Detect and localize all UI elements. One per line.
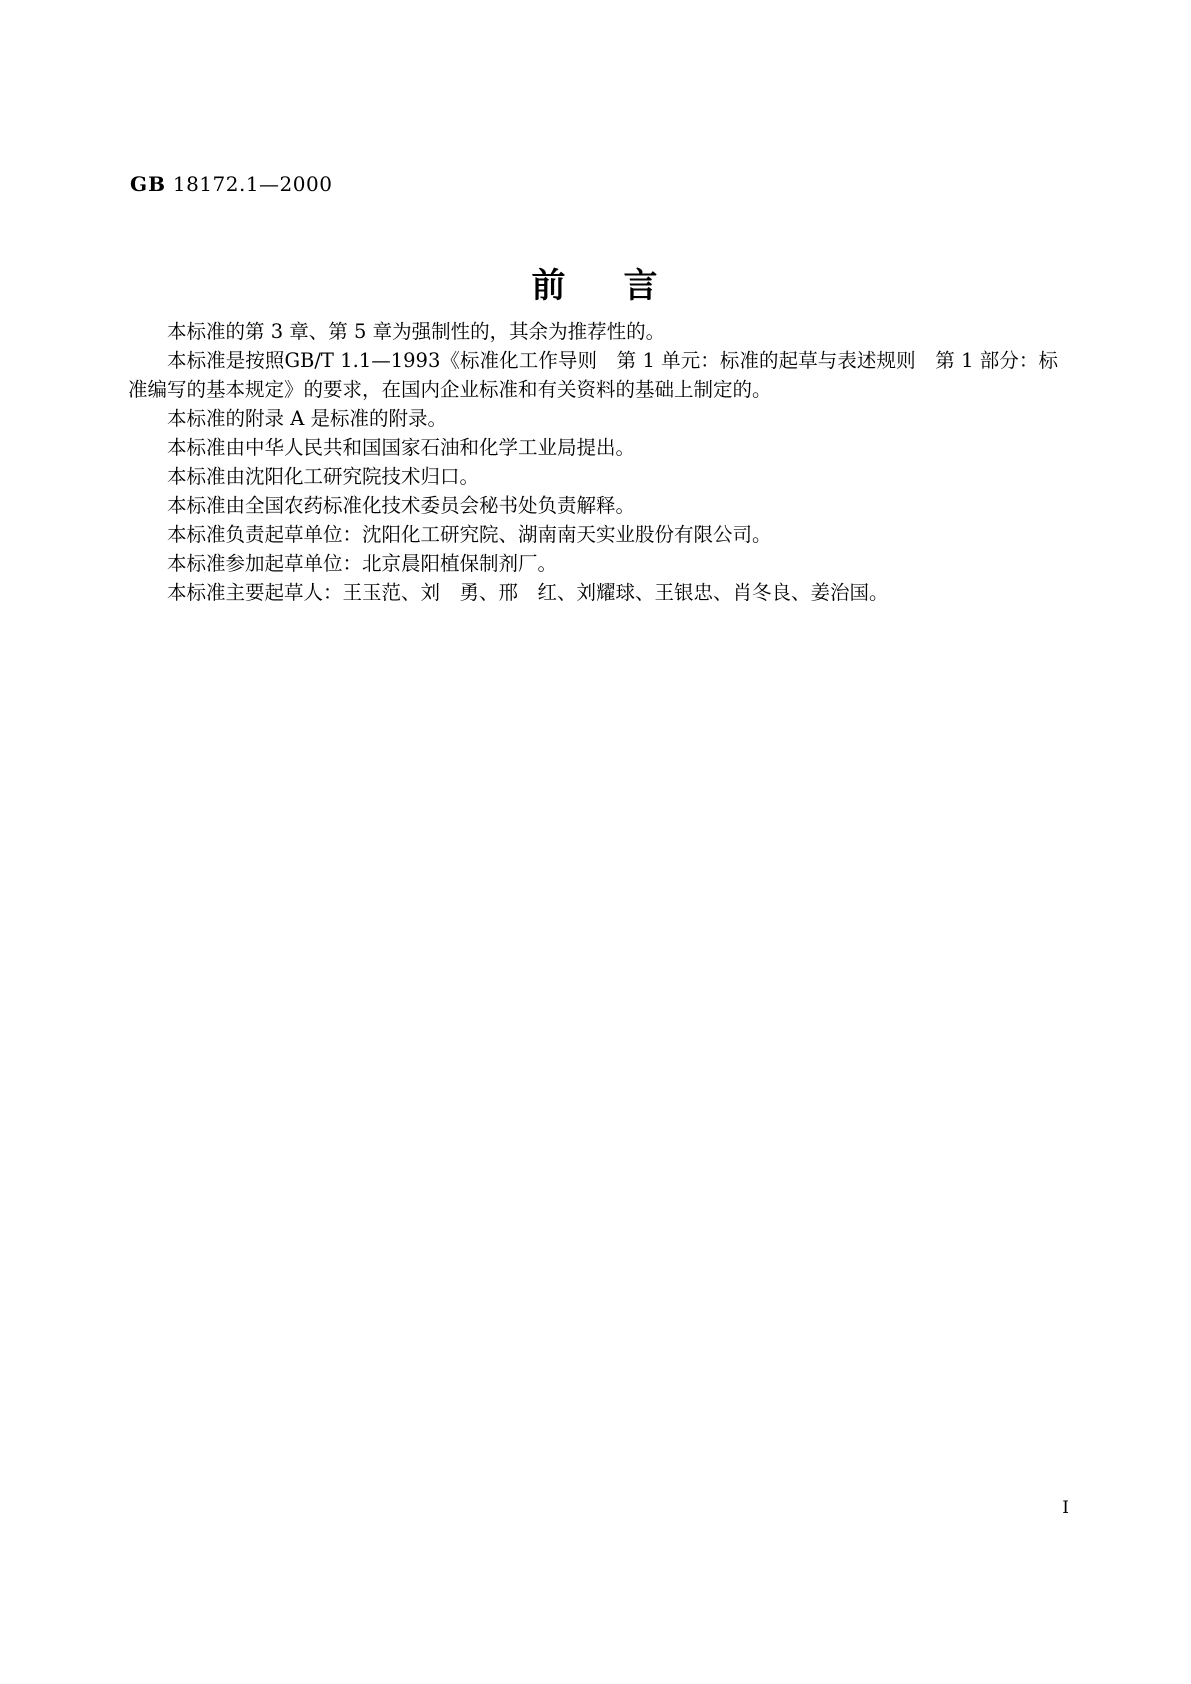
standard-code-prefix: GB [130, 172, 166, 196]
foreword-paragraph: 本标准由沈阳化工研究院技术归口。 [167, 464, 480, 488]
foreword-paragraph: 本标准参加起草单位：北京晨阳植保制剂厂。 [167, 551, 558, 575]
page-number: Ⅰ [1062, 1498, 1069, 1518]
standard-code-header [130, 172, 332, 196]
foreword-paragraph: 本标准由中华人民共和国国家石油和化学工业局提出。 [167, 435, 636, 459]
page-title [0, 258, 1191, 307]
foreword-paragraph: 本标准的第 3 章、第 5 章为强制性的，其余为推荐性的。 [167, 320, 666, 343]
page-title-char-1: 前 [531, 266, 568, 306]
foreword-paragraph: 本标准由全国农药标准化技术委员会秘书处负责解释。 [167, 493, 636, 517]
foreword-body [128, 318, 1058, 608]
foreword-paragraph: 本标准是按照GB/T 1.1—1993《标准化工作导则 第 1 单元：标准的起草与表述规则 第 1 部分：标准编写的基本规定》的要求，在国内企业标准和有关资料的基础上制定的。 [128, 349, 1058, 401]
standard-code-number: 18172.1—2000 [172, 172, 333, 196]
foreword-paragraph: 本标准的附录 A 是标准的附录。 [167, 406, 447, 430]
foreword-paragraph: 本标准主要起草人：王玉范、刘 勇、邢 红、刘耀球、王银忠、肖冬良、姜治国。 [167, 580, 889, 604]
page-title-char-2: 言 [623, 266, 660, 306]
foreword-paragraph: 本标准负责起草单位：沈阳化工研究院、湖南南天实业股份有限公司。 [167, 522, 772, 546]
